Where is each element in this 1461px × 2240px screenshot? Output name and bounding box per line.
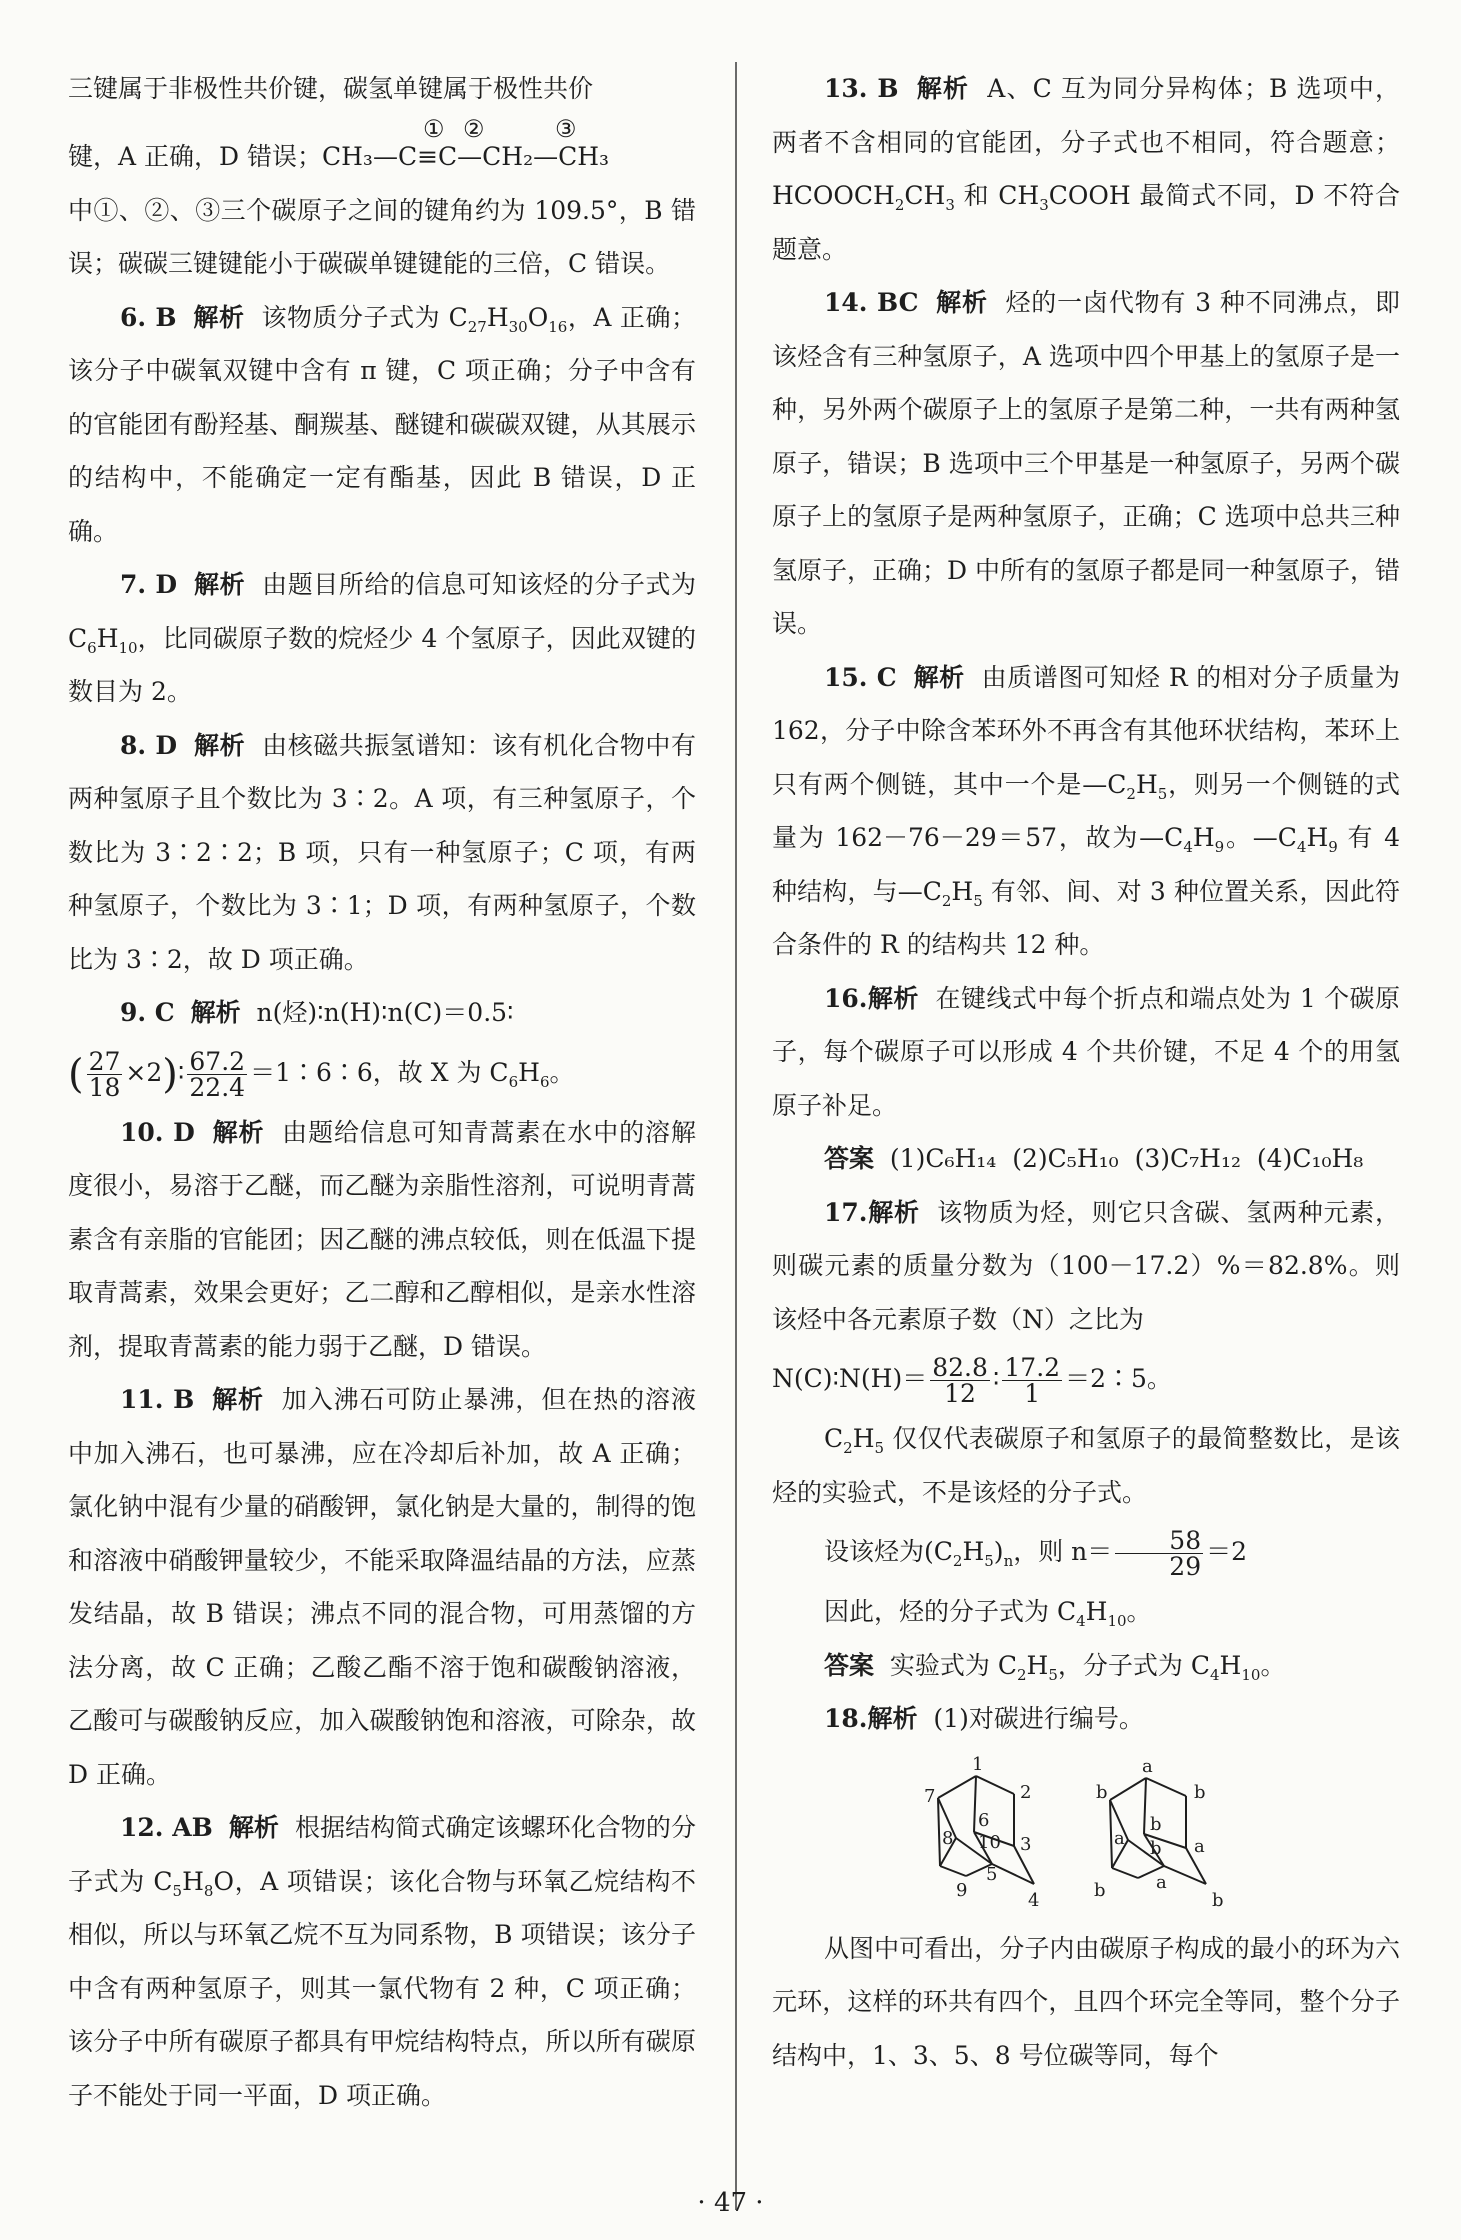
svg-text:a: a bbox=[1114, 1827, 1125, 1849]
column-divider bbox=[735, 62, 737, 2210]
svg-text:b: b bbox=[1212, 1889, 1224, 1911]
answer-16: 16.解析 在键线式中每个折点和端点处为 1 个碳原子，每个碳原子可以形成 4 个共价键，不足 4 个的用氢原子补足。 bbox=[772, 983, 1400, 1120]
answer-11: 11. B 解析 加入沸石可防止暴沸，但在热的溶液中加入沸石，也可暴沸，应在冷却后补加，故 A 正确；氯化钠中混有少量的硝酸钾，氯化钠是大量的，制得的饱和溶液中硝酸钾量较少，不能采取降温结晶的方法，应蒸发结晶，故 B 错误；沸点不同的混合物，可用蒸馏的方法分离，故 C 正确；乙酸乙酯不溶于饱和碳酸钠溶液，乙酸可与碳酸钠反应，加入碳酸钠饱和溶液，可除杂，故 D 正确。 bbox=[68, 1385, 696, 1789]
c8: 8 bbox=[942, 1827, 954, 1849]
fraction-67-22: $\frac{67.2}{22.4}$ bbox=[189, 1046, 246, 1102]
svg-text:a: a bbox=[1194, 1835, 1205, 1857]
answer-6: 6. B 解析 该物质分子式为 $C_{27}H_{30}O_{16}$，A 正确；该分子中碳氧双键中含有 π 键，C 项正确；分子中含有的官能团有酚羟基、酮羰基、醚键和碳碳双键，从其展示的结构中，不能确定一定有酯基，因此 B 错误，D 正确。 bbox=[68, 302, 696, 546]
c9: 9 bbox=[956, 1879, 968, 1901]
c5: 5 bbox=[986, 1863, 998, 1885]
answer-7: 7. D 解析 由题目所给的信息可知该烃的分子式为 $C_6H_{10}$，比同碳原子数的烷烃少 4 个氢原子，因此双键的数目为 2。 bbox=[68, 570, 696, 706]
answer-14: 14. BC 解析 烃的一卤代物有 3 种不同沸点，即该烃含有三种氢原子，A 选项中四个甲基上的氢原子是一种，另外两个碳原子上的氢原子是第二种，一共有两种氢原子，错误；B 选项中三个甲基是一种氢原子，另两个碳原子上的氢原子是两种氢原子，正确；C 选项中总共三种氢原子，正确；D 中所有的氢原子都是同一种氢原子，错误。 bbox=[772, 288, 1400, 638]
fraction-27-18: $\frac{27}{18}$ bbox=[88, 1046, 121, 1102]
c6: 6 bbox=[978, 1809, 990, 1831]
adamantane-diagrams bbox=[916, 1756, 1256, 1916]
answer-17-set: 设该烃为$(C_2H_5)_n$，则 n＝ $\frac{58}{29}$ ＝2 bbox=[824, 1526, 1248, 1581]
intro-line-1: 三键属于非极性共价键，碳氢单键属于极性共价 bbox=[68, 74, 594, 103]
answer-17-key: 答案 实验式为 $C_2H_5$，分子式为 $C_4H_{10}$。 bbox=[824, 1650, 1286, 1684]
answer-17: 17.解析 该物质为烃，则它只含碳、氢两种元素，则碳元素的质量分数为（100－17.2）%＝82.8%。则该烃中各元素原子数（N）之比为 bbox=[772, 1197, 1400, 1334]
answer-15: 15. C 解析 由质谱图可知烃 R 的相对分子质量为 162，分子中除含苯环外不再含有其他环状结构，苯环上只有两个侧链，其中一个是$—C_2H_5$，则另一个侧链的式量为 162－76－29＝57，故为$—C_4H_9$。$—C_4H_9$ 有 4 种结构，与$—C_2H_5$ 有邻、间、对 3 种位置关系，因此符合条件的 R 的结构共 12 种。 bbox=[772, 662, 1400, 959]
label-2: ② bbox=[463, 114, 485, 143]
propyne-formula: CH₃—C≡C—CH₂—CH₃ bbox=[322, 141, 610, 171]
svg-text:a: a bbox=[1156, 1871, 1167, 1893]
answer-17-conclusion: 因此，烃的分子式为 $C_4H_{10}$。 bbox=[824, 1597, 1152, 1630]
svg-text:b: b bbox=[1096, 1781, 1108, 1803]
answer-8: 8. D 解析 由核磁共振氢谱知：该有机化合物中有两种氢原子且个数比为 3∶2。A 项，有三种氢原子，个数比为 3∶2∶2；B 项，只有一种氢原子；C 项，有两种氢原子，个数比为 3∶1；D 项，有两种氢原子，个数比为 3∶2，故 D 项正确。 bbox=[68, 730, 696, 974]
label-1: ① bbox=[423, 114, 445, 143]
answer-9-eq: ( $\frac{27}{18}$ ×2)∶ $\frac{67.2}{22.4}$ ＝1∶6∶6，故 X 为 $C_6H_6$。 bbox=[68, 1046, 575, 1102]
c7: 7 bbox=[924, 1785, 936, 1807]
intro-line-3: 中①、②、③三个碳原子之间的键角约为 109.5°，B 错误；碳碳三键键能小于碳碳单键键能的三倍，C 错误。 bbox=[68, 195, 696, 278]
answer-17-note: $C_2H_5$ 仅仅代表碳原子和氢原子的最简整数比，是该烃的实验式，不是该烃的分子式。 bbox=[772, 1424, 1400, 1507]
c3: 3 bbox=[1020, 1833, 1032, 1855]
page-number: · 47 · bbox=[697, 2188, 764, 2218]
answer-18-analysis: 从图中可看出，分子内由碳原子构成的最小的环为六元环，这样的环共有四个，且四个环完全等同，整个分子结构中，1、3、5、8 号位碳等同，每个 bbox=[772, 1933, 1400, 2070]
svg-text:a: a bbox=[1142, 1755, 1153, 1777]
label-3: ③ bbox=[555, 114, 577, 143]
adamantane-figures bbox=[772, 1756, 1400, 1916]
answer-18: 18.解析 (1)对碳进行编号。 bbox=[824, 1704, 1144, 1733]
answer-13: 13. B 解析 A、C 互为同分异构体；B 选项中，两者不含相同的官能团，分子式也不相同，符合题意；$HCOOCH_2CH_3$ 和 $CH_3COOH$ 最简式不同，D 不符合题意。 bbox=[772, 74, 1400, 264]
answer-12: 12. AB 解析 根据结构简式确定该螺环化合物的分子式为 $C_5H_8O$，A 项错误；该化合物与环氧乙烷结构不相似，所以与环氧乙烷不互为同系物，B 项错误；该分子中含有两种氢原子，则其一氯代物有 2 种，C 项正确；该分子中所有碳原子都具有甲烷结构特点，所以所有碳原子不能处于同一平面，D 项正确。 bbox=[68, 1813, 697, 2110]
left-column bbox=[68, 62, 696, 2122]
answer-17-ratio: N(C)∶N(H)＝ $\frac{82.8}{12}$ ∶ $\frac{17.2}{1}$ ＝2∶5。 bbox=[772, 1353, 1172, 1408]
c2: 2 bbox=[1020, 1781, 1032, 1803]
answer-9: 9. C 解析 n(烃)∶n(H)∶n(C)＝0.5∶ bbox=[120, 998, 514, 1027]
svg-text:b: b bbox=[1194, 1781, 1206, 1803]
carbon-letter-labels bbox=[1094, 1756, 1224, 1911]
right-column bbox=[772, 62, 1400, 2082]
answer-10: 10. D 解析 由题给信息可知青蒿素在水中的溶解度很小，易溶于乙醚，而乙醚为亲脂性溶剂，可说明青蒿素含有亲脂的官能团；因乙醚的沸点较低，则在低温下提取青蒿素，效果会更好；乙二醇和乙醇相似，是亲水性溶剂，提取青蒿素的能力弱于乙醚，D 错误。 bbox=[68, 1117, 696, 1361]
svg-text:b: b bbox=[1094, 1879, 1106, 1901]
answer-16-key: 答案 (1)C₆H₁₄ (2)C₅H₁₀ (3)C₇H₁₂ (4)C₁₀H₈ bbox=[824, 1144, 1364, 1173]
c1: 1 bbox=[972, 1755, 984, 1775]
intro-line-2: 键，A 正确，D 错误；CH₃—C≡C—CH₂—CH₃ bbox=[68, 141, 610, 171]
carbon-position-labels bbox=[68, 116, 696, 142]
svg-text:b: b bbox=[1150, 1837, 1162, 1859]
c4: 4 bbox=[1028, 1889, 1040, 1911]
svg-text:b: b bbox=[1150, 1813, 1162, 1835]
c10: 10 bbox=[978, 1831, 1001, 1853]
